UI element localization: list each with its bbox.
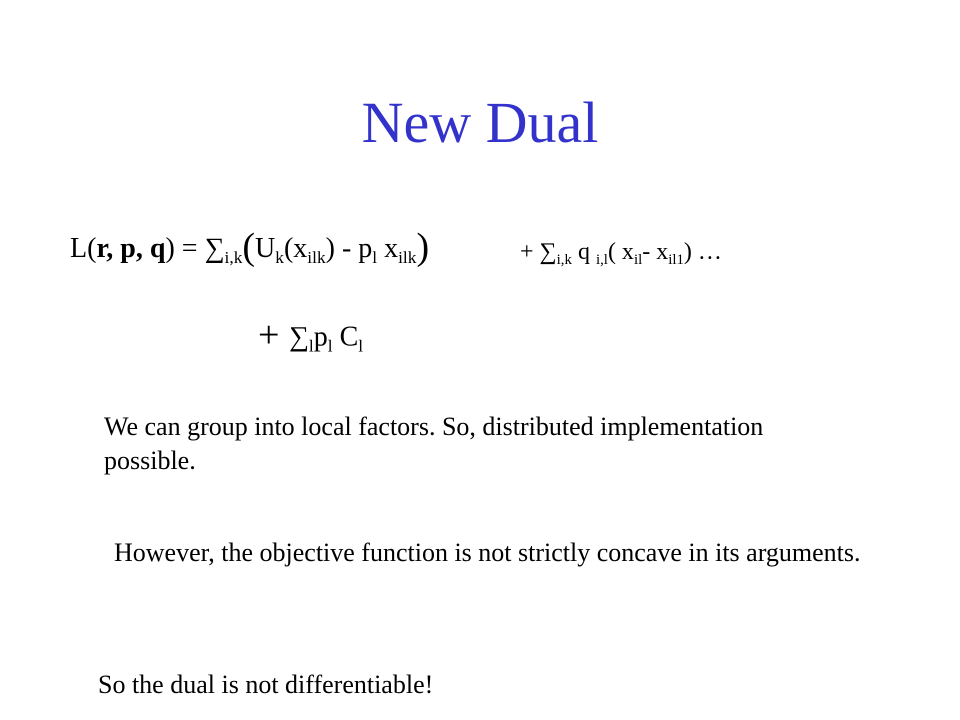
eq1-u: U (255, 233, 276, 265)
eq1-x2: x (377, 233, 399, 265)
slide-title: New Dual (361, 90, 599, 155)
eq1-lhs-l: L( (70, 233, 97, 265)
eq1-sum-sub: i,k (224, 248, 243, 268)
eq1-lhs-close: ) = (165, 233, 205, 265)
eq1-lhs-vars: r, p, q (96, 233, 166, 265)
eq3-c: C (332, 321, 359, 353)
eq1-p-sub: l (372, 248, 378, 268)
paragraph-not-concave: However, the objective function is not strictly concave in its arguments. (114, 538, 861, 567)
eq3-sum-symbol: ∑ (288, 321, 309, 353)
eq2-x-sub: il (633, 252, 643, 269)
eq2-sum-symbol: ∑ (539, 239, 557, 265)
eq3-c-sub: l (358, 336, 364, 356)
paragraph-local-factors: We can group into local factors. So, distributed implementation possible. (104, 412, 764, 475)
eq1-x2-sub: ilk (398, 248, 417, 268)
eq2-sum-sub: i,k (556, 252, 572, 269)
eq2-minus-x: - x (642, 239, 669, 265)
eq2-open: ( x (607, 239, 634, 265)
eq2-close: ) … (683, 239, 722, 265)
eq1-u-sub: k (275, 248, 284, 268)
eq2-x2-sub: il1 (668, 252, 684, 269)
capacity-term-equation (258, 316, 363, 355)
eq3-p: p (313, 321, 328, 353)
lagrangian-equation (70, 228, 429, 267)
paragraph-not-differentiable: So the dual is not differentiable! (98, 670, 434, 699)
eq1-x-open: (x (283, 233, 308, 265)
eq3-plus: + (258, 314, 289, 356)
eq1-sum-symbol: ∑ (204, 233, 225, 265)
eq1-x-sub: ilk (307, 248, 326, 268)
eq1-open-paren: ( (242, 226, 256, 268)
eq2-plus: + (520, 239, 540, 265)
eq2-q: q (571, 239, 596, 265)
eq3-sum-sub: l (308, 336, 314, 356)
eq3-p-sub: l (327, 336, 333, 356)
eq1-minus-p: ) - p (325, 233, 373, 265)
eq1-close-paren: ) (416, 226, 430, 268)
eq2-q-sub: i,l (595, 252, 608, 269)
constraint-term-equation (520, 240, 722, 268)
